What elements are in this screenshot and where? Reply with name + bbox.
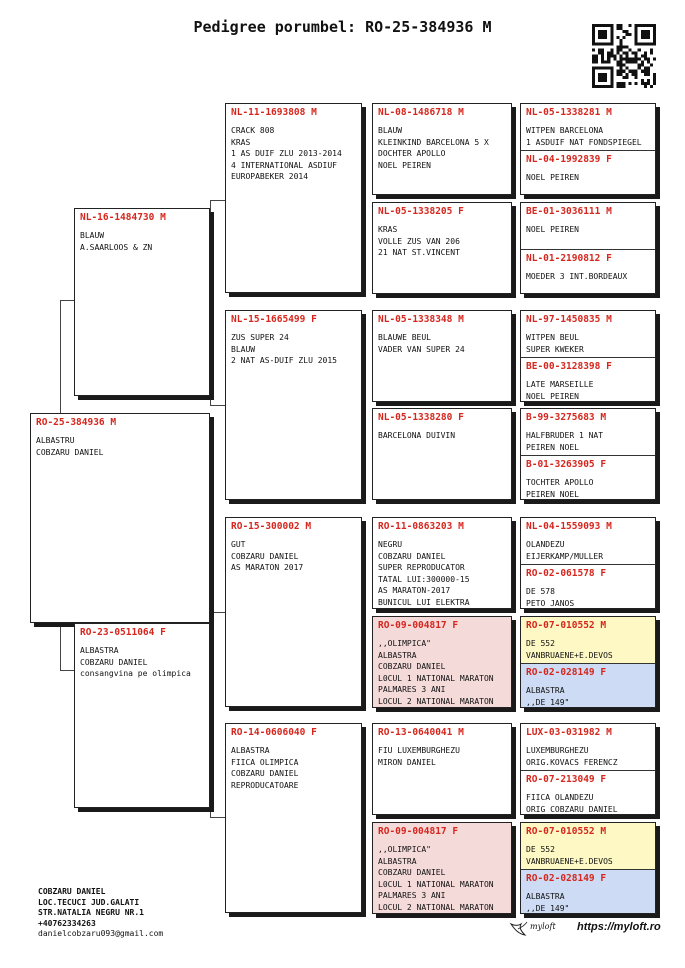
info-line: ORIG.KOVACS FERENCZ	[526, 757, 618, 767]
pigeon-card-gen3-3	[372, 310, 512, 402]
pigeon-card-gen3-6	[372, 616, 512, 708]
pigeon-pair-card-2	[520, 202, 656, 294]
info-line: BUNICUL LUI ELEKTRA	[378, 597, 470, 607]
ring-number: NL-97-1450835 M	[526, 314, 612, 325]
info-line: BLAUW	[80, 231, 105, 240]
ring-number: RO-07-010552 M	[526, 620, 607, 631]
info-line: DE 552	[526, 639, 555, 648]
info-line: EIJERKAMP/MULLER	[526, 551, 604, 561]
info-line: LATE MARSEILLE	[526, 380, 594, 389]
info-line: KRAS	[231, 137, 251, 147]
owner-name: COBZARU DANIEL	[38, 887, 106, 896]
pigeon-pair-card-4	[520, 408, 656, 500]
info-line: FIICA OLIMPICA	[231, 757, 299, 767]
pigeon-pair-card-6	[520, 616, 656, 708]
info-line: LUXEMBURGHEZU	[526, 746, 589, 755]
pigeon-card-subject	[30, 413, 210, 623]
pigeon-entry	[521, 823, 655, 869]
info-line: L0CUL 1 NATIONAL MARATON	[378, 879, 494, 889]
info-line: DE 552	[526, 845, 555, 854]
ring-number: B-01-3263905 F	[526, 459, 607, 470]
ring-number: B-99-3275683 M	[526, 412, 607, 423]
ring-number: RO-11-0863203 M	[378, 521, 464, 532]
ring-number: RO-09-004817 F	[378, 826, 459, 837]
info-line: COBZARU DANIEL	[80, 657, 148, 667]
info-line: BLAUWE BEUL	[378, 333, 431, 342]
owner-address-line: LOC.TECUCI JUD.GALATI	[38, 897, 140, 907]
info-line: L0CUL 1 NATIONAL MARATON	[378, 673, 494, 683]
info-line: KLEINKIND BARCELONA 5 X	[378, 137, 489, 147]
ring-number: NL-05-1338348 M	[378, 314, 464, 325]
ring-number: RO-07-213049 F	[526, 774, 607, 785]
info-line: FIU LUXEMBURGHEZU	[378, 746, 460, 755]
info-line: LOCUL 2 NATIONAL MARATON	[378, 696, 494, 706]
info-line: ORIG COBZARU DANIEL	[526, 804, 618, 814]
info-line: VANBRUAENE+E.DEVOS	[526, 856, 613, 866]
info-line: PEIREN NOEL	[526, 442, 579, 452]
pigeon-entry	[521, 203, 655, 249]
info-line: HALFBRUDER 1 NAT	[526, 431, 604, 440]
ring-number: RO-02-028149 F	[526, 667, 607, 678]
info-line: DE 578	[526, 587, 555, 596]
info-line: ,,OLIMPICA"	[378, 845, 431, 854]
info-line: BLAUW	[231, 344, 256, 354]
info-line: GUT	[231, 540, 246, 549]
pigeon-entry	[521, 617, 655, 663]
pigeon-entry	[521, 663, 655, 707]
info-line: MOEDER 3 INT.BORDEAUX	[526, 272, 628, 281]
owner-address-line: STR.NATALIA NEGRU NR.1	[38, 908, 144, 917]
info-line: NEGRU	[378, 540, 403, 549]
pigeon-card-gen3-8	[372, 822, 512, 914]
pigeon-entry	[521, 564, 655, 608]
info-line: KRAS	[378, 225, 398, 234]
pigeon-card-grandsire-paternal	[225, 103, 362, 293]
info-line: ALBASTRA	[378, 856, 417, 866]
info-line: BARCELONA DUIVIN	[378, 431, 456, 440]
pigeon-entry	[521, 249, 655, 293]
info-line: ALBASTRA	[526, 686, 565, 695]
info-line: PALMARES 3 ANI	[378, 685, 446, 694]
info-line: PETO JANOS	[526, 598, 575, 608]
ring-number: NL-05-1338281 M	[526, 107, 612, 118]
info-line: NOEL PEIREN	[526, 225, 579, 234]
ring-number: RO-07-010552 M	[526, 826, 607, 837]
pigeon-pair-card-7	[520, 723, 656, 815]
info-line: ZUS SUPER 24	[231, 333, 289, 342]
info-line: PEIREN NOEL	[526, 489, 579, 499]
info-line: AS MARATON 2017	[231, 563, 304, 572]
ring-number: RO-23-0511064 F	[80, 627, 166, 638]
info-line: COBZARU DANIEL	[36, 447, 104, 457]
info-line: COBZARU DANIEL	[378, 868, 446, 877]
info-line: ALBASTRU	[36, 436, 75, 445]
info-line: SUPER REPRODUCATOR	[378, 563, 465, 572]
info-line: NOEL PEIREN	[526, 391, 579, 401]
ring-number: NL-11-1693808 M	[231, 107, 317, 118]
info-line: SUPER KWEKER	[526, 344, 584, 354]
qr-code	[592, 24, 656, 88]
pigeon-pair-card-5	[520, 517, 656, 609]
info-line: FIICA OLANDEZU	[526, 793, 594, 802]
info-line: ALBASTRA	[526, 892, 565, 901]
info-line: COBZARU DANIEL	[378, 551, 446, 561]
pigeon-card-grandsire-maternal	[225, 517, 362, 707]
ring-number: NL-05-1338280 F	[378, 412, 464, 423]
pigeon-card-gen3-7	[372, 723, 512, 815]
info-line: ALBASTRA	[80, 646, 119, 655]
pigeon-pair-card-8	[520, 822, 656, 914]
info-line: COBZARU DANIEL	[378, 662, 446, 671]
pigeon-pair-card-1	[520, 103, 656, 195]
info-line: 1 AS DUIF ZLU 2013-2014	[231, 149, 342, 158]
info-line: EUROPABEKER 2014	[231, 172, 309, 181]
ring-number: RO-14-0606040 F	[231, 727, 317, 738]
pigeon-entry	[521, 150, 655, 194]
ring-number: RO-25-384936 M	[36, 417, 117, 428]
info-line: 4 INTERNATIONAL ASDIUF	[231, 160, 337, 170]
info-line: consangvina pe olimpica	[80, 669, 191, 678]
info-line: OLANDEZU	[526, 540, 565, 549]
ring-number: RO-15-300002 M	[231, 521, 312, 532]
info-line: VADER VAN SUPER 24	[378, 344, 465, 354]
info-line: 2 NAT AS-DUIF ZLU 2015	[231, 356, 337, 365]
pigeon-card-gen3-5	[372, 517, 512, 609]
info-line: 1 ASDUIF NAT FONDSPIEGEL	[526, 137, 642, 147]
info-line: ,,DE 149"	[526, 903, 570, 913]
ring-number: RO-02-028149 F	[526, 873, 607, 884]
page-title: Pedigree porumbel: RO-25-384936 M	[193, 18, 492, 36]
ring-number: BE-01-3036111 M	[526, 206, 612, 217]
pigeon-entry	[521, 869, 655, 913]
pigeon-entry	[521, 357, 655, 401]
info-line: ,,DE 149"	[526, 697, 570, 707]
pigeon-pair-card-3	[520, 310, 656, 402]
info-line: VOLLE ZUS VAN 206	[378, 236, 460, 246]
info-line: COBZARU DANIEL	[231, 769, 299, 778]
ring-number: RO-02-061578 F	[526, 568, 607, 579]
info-line: MIRON DANIEL	[378, 757, 436, 767]
info-line: WITPEN BARCELONA	[526, 126, 604, 135]
pigeon-card-sire	[74, 208, 210, 396]
pigeon-card-gen3-2	[372, 202, 512, 294]
owner-email: danielcobzaru093@gmail.com	[38, 929, 164, 938]
info-line: TATAL LUI:300000-15	[378, 574, 470, 584]
ring-number: NL-05-1338205 F	[378, 206, 464, 217]
info-line: DOCHTER APOLLO	[378, 149, 446, 158]
ring-number: NL-16-1484730 M	[80, 212, 166, 223]
info-line: ,,OLIMPICA"	[378, 639, 431, 648]
pigeon-entry	[521, 724, 655, 770]
pigeon-entry	[521, 455, 655, 499]
info-line: ALBASTRA	[231, 746, 270, 755]
info-line: WITPEN BEUL	[526, 333, 579, 342]
pigeon-entry	[521, 770, 655, 814]
pigeon-entry	[521, 311, 655, 357]
info-line: ALBASTRA	[378, 650, 417, 660]
info-line: AS MARATON-2017	[378, 586, 451, 595]
pigeon-entry	[521, 518, 655, 564]
info-line: VANBRUAENE+E.DEVOS	[526, 650, 613, 660]
info-line: LOCUL 2 NATIONAL MARATON	[378, 902, 494, 912]
info-line: A.SAARLOOS & ZN	[80, 242, 153, 252]
pigeon-card-gen3-1	[372, 103, 512, 195]
info-line: COBZARU DANIEL	[231, 551, 299, 561]
pigeon-entry	[521, 409, 655, 455]
info-line: BLAUW	[378, 126, 403, 135]
ring-number: LUX-03-031982 M	[526, 727, 612, 738]
pigeon-card-gen3-4	[372, 408, 512, 500]
ring-number: BE-00-3128398 F	[526, 361, 612, 372]
info-line: PALMARES 3 ANI	[378, 891, 446, 900]
info-line: REPRODUCATOARE	[231, 780, 299, 790]
pigeon-card-granddam-maternal	[225, 723, 362, 913]
owner-info	[38, 887, 163, 940]
pigeon-entry	[521, 104, 655, 150]
info-line: TOCHTER APOLLO	[526, 478, 594, 487]
info-line: CRACK 808	[231, 126, 275, 135]
pigeon-card-dam	[74, 623, 210, 808]
ring-number: NL-04-1992839 F	[526, 154, 612, 165]
logo-text: myloft	[530, 922, 556, 931]
ring-number: RO-09-004817 F	[378, 620, 459, 631]
info-line: NOEL PEIREN	[526, 173, 579, 182]
info-line: NOEL PEIREN	[378, 160, 431, 170]
website-link[interactable]: https://myloft.ro	[577, 921, 661, 933]
ring-number: NL-04-1559093 M	[526, 521, 612, 532]
owner-phone: +40762334263	[38, 918, 96, 928]
info-line: 21 NAT ST.VINCENT	[378, 248, 460, 257]
ring-number: NL-08-1486718 M	[378, 107, 464, 118]
pigeon-card-granddam-paternal	[225, 310, 362, 500]
ring-number: NL-01-2190812 F	[526, 253, 612, 264]
ring-number: RO-13-0640041 M	[378, 727, 464, 738]
ring-number: NL-15-1665499 F	[231, 314, 317, 325]
